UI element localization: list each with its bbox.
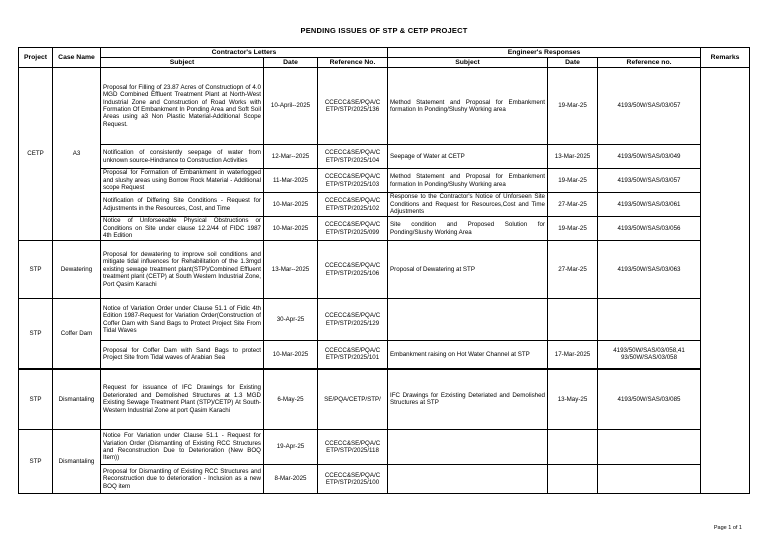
- engineer-reference-cell: 4193/50W/SAS/03/063: [598, 241, 701, 299]
- contractor-reference-cell: CCECC&SE/PQA/C ETP/STP/2025/100: [318, 465, 388, 494]
- page-title: PENDING ISSUES OF STP & CETP PROJECT: [300, 26, 468, 35]
- pending-issues-table: [18, 47, 750, 494]
- header-contractor-date: Date: [264, 58, 318, 68]
- engineer-subject-cell: Method Statement and Proposal for Embankment formation In Ponding/Slushy Working area: [388, 68, 548, 145]
- contractor-date-cell: 10-Mar-2025: [264, 193, 318, 217]
- case-name-cell: Coffer Dam: [53, 299, 101, 369]
- contractor-reference-cell: CCECC&SE/PQA/C ETP/STP/2025/104: [318, 145, 388, 169]
- contractor-subject-cell: Notice of Variation Order under Clause 51.1 of Fidic 4th Edition 1987-Request for Variation Order(Construction of Coffer Dam with Sand Bags to Protect Project Site From Tidal Waves: [101, 299, 264, 341]
- table-row: [19, 145, 750, 169]
- engineer-reference-cell: 4193/50W/SAS/03/058,41 93/50W/SAS/03/058: [598, 341, 701, 369]
- table-row: [19, 299, 750, 341]
- contractor-date-cell: 8-Mar-2025: [264, 465, 318, 494]
- header-contractor-reference: Reference No.: [318, 58, 388, 68]
- engineer-date-cell: 13-Mar-2025: [548, 145, 598, 169]
- engineer-reference-cell: 4193/50W/SAS/03/056: [598, 217, 701, 241]
- project-cell: CETP: [19, 68, 53, 241]
- contractor-date-cell: 12-Mar--2025: [264, 145, 318, 169]
- engineer-subject-cell: Method Statement and Proposal for Embankment formation In Ponding/Slushy Working area: [388, 169, 548, 193]
- contractor-date-cell: 6-May-25: [264, 369, 318, 430]
- engineer-subject-cell: [388, 430, 548, 465]
- case-name-cell: Dismantaling: [53, 369, 101, 430]
- contractor-reference-cell: CCECC&SE/PQA/C ETP/STP/2025/102: [318, 193, 388, 217]
- remarks-cell: [701, 68, 750, 494]
- engineer-reference-cell: [598, 430, 701, 465]
- engineer-date-cell: 19-Mar-25: [548, 217, 598, 241]
- header-contractor-subject: Subject: [101, 58, 264, 68]
- contractor-reference-cell: CCECC&SE/PQA/C ETP/STP/2025/129: [318, 299, 388, 341]
- case-name-cell: Dewatering: [53, 241, 101, 299]
- contractor-subject-cell: Notification of consistently seepage of water from unknown source-Hindrance to Construction Activities: [101, 145, 264, 169]
- contractor-date-cell: 10-Mar-2025: [264, 217, 318, 241]
- table-row: [19, 68, 750, 145]
- contractor-subject-cell: Notice of Unforseeable Physical Obstructions or Conditions on Site under clause 12.2/44 of FIDC 1987 4th Edition: [101, 217, 264, 241]
- engineer-subject-cell: [388, 299, 548, 341]
- page-number: Page 1 of 1: [713, 525, 742, 531]
- table-row: [19, 241, 750, 299]
- case-name-cell: Dismantaling: [53, 430, 101, 494]
- table-row: [19, 169, 750, 193]
- contractor-subject-cell: Proposal for Filling of 23.87 Acres of Constructiopn of 4.0 MGD Combined Effluent Treatment Plant at North-West Industrial Zone and Construction of Road Works with Formation Of Embankment In Ponding Area and Soft Soil Areas using a3 Non Plastic Material-Additional Scope Request.: [101, 68, 264, 145]
- contractor-reference-cell: CCECC&SE/PQA/C ETP/STP/2025/136: [318, 68, 388, 145]
- header-remarks: Remarks: [701, 48, 750, 68]
- engineer-subject-cell: Embankment raising on Hot Water Channel at STP: [388, 341, 548, 369]
- header-engineer-reference: Reference no.: [598, 58, 701, 68]
- contractor-reference-cell: CCECC&SE/PQA/C ETP/STP/2025/101: [318, 341, 388, 369]
- engineer-date-cell: 17-Mar-2025: [548, 341, 598, 369]
- engineer-reference-cell: 4193/50W/SAS/03/049: [598, 145, 701, 169]
- contractor-reference-cell: CCECC&SE/PQA/C ETP/STP/2025/118: [318, 430, 388, 465]
- table-row: [19, 430, 750, 465]
- engineer-reference-cell: [598, 299, 701, 341]
- contractor-subject-cell: Proposal for Formation of Embankment in waterlogged and slushy areas using Borrow Rock Material - Additional scope Request: [101, 169, 264, 193]
- contractor-date-cell: 11-Mar-2025: [264, 169, 318, 193]
- engineer-subject-cell: Seepage of Water at CETP: [388, 145, 548, 169]
- engineer-date-cell: 27-Mar-25: [548, 241, 598, 299]
- engineer-reference-cell: [598, 465, 701, 494]
- contractor-subject-cell: Proposal for Coffer Dam with Sand Bags to protect Project Site from Tidal waves of Arabian Sea: [101, 341, 264, 369]
- case-name-cell: A3: [53, 68, 101, 241]
- contractor-reference-cell: CCECC&SE/PQA/C ETP/STP/2025/103: [318, 169, 388, 193]
- engineer-subject-cell: Proposal of Dewatering at STP: [388, 241, 548, 299]
- table-body: [19, 68, 750, 494]
- contractor-subject-cell: Notification of Differing Site Conditions - Request for Adjustments in the Resources, Cost, and Time: [101, 193, 264, 217]
- contractor-date-cell: 10-Mar-2025: [264, 341, 318, 369]
- engineer-reference-cell: 4193/50W/SAS/03/057: [598, 68, 701, 145]
- contractor-subject-cell: Request for issuance of IFC Drawings for Existing Deteriorated and Demolished Structures at 1.3 MGD Existing Sewage Treatment Plant (STP)/CETP) At South-Western Industrial Zone at port Qasim Karachi: [101, 369, 264, 430]
- engineer-date-cell: 27-Mar-25: [548, 193, 598, 217]
- contractor-subject-cell: Proposal for Dismantling of Existing RCC Structures and Reconstruction due to deterioration - Inclusion as a new BOQ item: [101, 465, 264, 494]
- contractor-reference-cell: SE/PQA/CETP/STP/: [318, 369, 388, 430]
- table-row: [19, 193, 750, 217]
- engineer-reference-cell: 4193/50W/SAS/03/085: [598, 369, 701, 430]
- engineer-reference-cell: 4193/50W/SAS/03/057: [598, 169, 701, 193]
- table-row: [19, 217, 750, 241]
- engineer-reference-cell: 4193/50W/SAS/03/061: [598, 193, 701, 217]
- contractor-reference-cell: CCECC&SE/PQA/C ETP/STP/2025/106: [318, 241, 388, 299]
- engineer-subject-cell: Site condition and Proposed Solution for Ponding/Slushy Working Area: [388, 217, 548, 241]
- table-row: [19, 369, 750, 430]
- contractor-subject-cell: Proposal for dewatering to improve soil conditions and mitigate tidal influences for Rehabilitation of the 1.3mgd existing sewage treatment plant(STP)/Combined Effluent treatment plant (CETP) at South Western Industrial Zone, Port Qasim Karachi: [101, 241, 264, 299]
- header-engineer-responses: Engineer's Responses: [388, 48, 701, 58]
- table-row: [19, 341, 750, 369]
- project-cell: STP: [19, 241, 53, 299]
- contractor-date-cell: 10-April--2025: [264, 68, 318, 145]
- contractor-subject-cell: Notice For Variation under Clause 51.1 - Request for Variation Order (Dismantling of Existing RCC Structures and Reconstruction Due to Deterioration (New BOQ Item)): [101, 430, 264, 465]
- table-row: [19, 465, 750, 494]
- header-engineer-subject: Subject: [388, 58, 548, 68]
- project-cell: STP: [19, 430, 53, 494]
- engineer-subject-cell: Response to the Contractor's Notice of Unforseen Site Conditions and Request for Resources,Cost and Time Adjustments: [388, 193, 548, 217]
- contractor-reference-cell: CCECC&SE/PQA/C ETP/STP/2025/099: [318, 217, 388, 241]
- header-engineer-date: Date: [548, 58, 598, 68]
- header-contractor-letters: Contractor's Letters: [101, 48, 388, 58]
- engineer-subject-cell: [388, 465, 548, 494]
- contractor-date-cell: 13-Mar--2025: [264, 241, 318, 299]
- engineer-date-cell: 19-Mar-25: [548, 68, 598, 145]
- engineer-date-cell: [548, 299, 598, 341]
- contractor-date-cell: 30-Apr-25: [264, 299, 318, 341]
- header-project: Project: [19, 48, 53, 68]
- engineer-date-cell: [548, 430, 598, 465]
- project-cell: STP: [19, 299, 53, 369]
- engineer-date-cell: 13-May-25: [548, 369, 598, 430]
- project-cell: STP: [19, 369, 53, 430]
- engineer-date-cell: [548, 465, 598, 494]
- contractor-date-cell: 19-Apr-25: [264, 430, 318, 465]
- engineer-date-cell: 19-Mar-25: [548, 169, 598, 193]
- header-case-name: Case Name: [53, 48, 101, 68]
- engineer-subject-cell: IFC Drawings for Ezxisting Deteriated and Demolished Structures at STP: [388, 369, 548, 430]
